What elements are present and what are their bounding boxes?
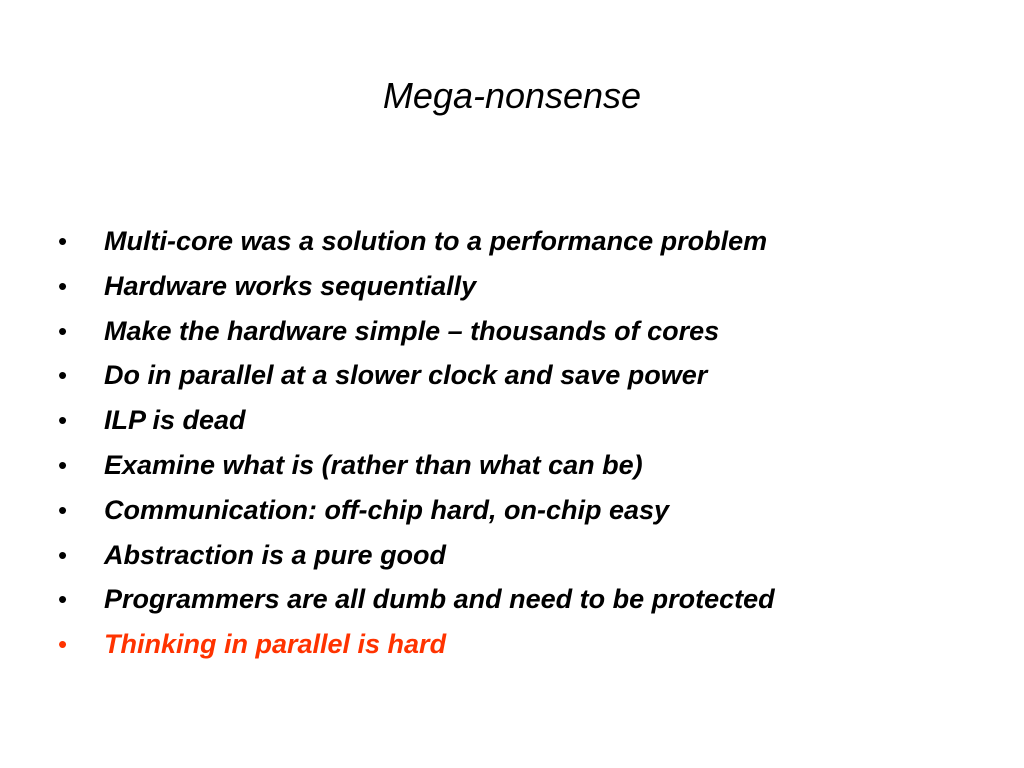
bullet-icon: • — [58, 494, 68, 525]
bullet-icon: • — [58, 226, 68, 256]
bullet-icon: • — [58, 449, 68, 480]
bullet-item — [58, 226, 775, 271]
bullet-item — [58, 495, 775, 540]
bullet-icon: • — [58, 315, 68, 346]
bullet-item — [58, 584, 775, 629]
bullet-text: ILP is dead — [104, 405, 246, 436]
bullet-icon: • — [58, 539, 68, 570]
bullet-text: Communication: off-chip hard, on-chip easy — [104, 494, 670, 525]
bullet-icon: • — [58, 629, 68, 660]
bullet-text: Programmers are all dumb and need to be protected — [104, 584, 775, 615]
bullet-item — [58, 360, 775, 405]
bullet-text: Multi-core was a solution to a performance problem — [104, 226, 768, 256]
bullet-item — [58, 316, 775, 361]
slide-title: Mega-nonsense — [382, 75, 642, 116]
bullet-icon: • — [58, 270, 68, 301]
bullet-list — [58, 226, 775, 674]
bullet-text: Hardware works sequentially — [104, 270, 477, 301]
bullet-item-highlighted — [58, 629, 775, 674]
bullet-icon: • — [58, 360, 68, 391]
bullet-item — [58, 271, 775, 316]
bullet-text: Examine what is (rather than what can be) — [104, 449, 643, 480]
bullet-item — [58, 405, 775, 450]
bullet-item — [58, 540, 775, 585]
bullet-text: Do in parallel at a slower clock and save power — [104, 360, 708, 391]
bullet-icon: • — [58, 405, 68, 436]
bullet-text: Thinking in parallel is hard — [104, 629, 447, 660]
bullet-text: Make the hardware simple – thousands of cores — [104, 315, 720, 346]
bullet-icon: • — [58, 584, 68, 615]
bullet-text: Abstraction is a pure good — [104, 539, 447, 570]
bullet-item — [58, 450, 775, 495]
